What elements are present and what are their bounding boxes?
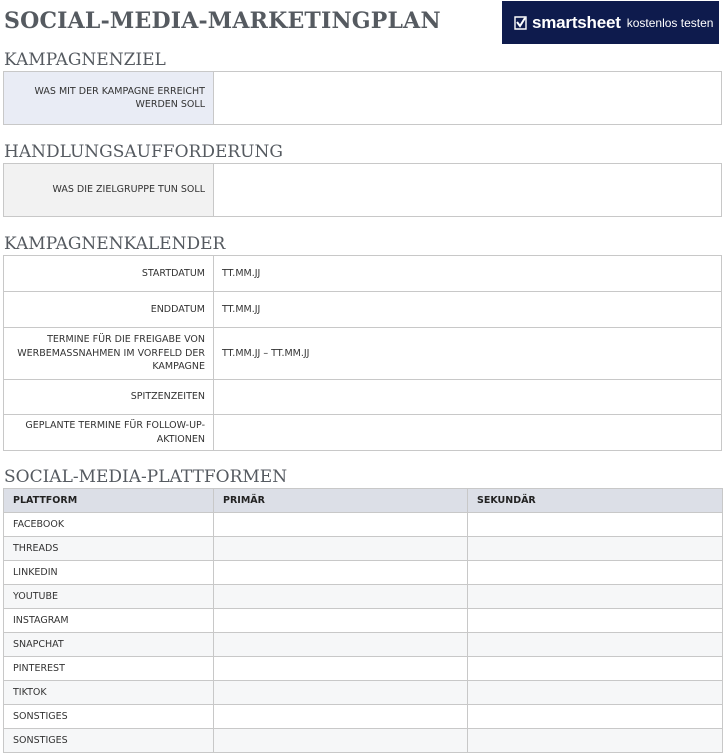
call-to-action-label: WAS DIE ZIELGRUPPE TUN SOLL [4, 164, 214, 217]
column-header-platform: PLATTFORM [4, 489, 214, 513]
calendar-row [4, 328, 722, 380]
primary-cell[interactable] [214, 681, 468, 705]
platforms-table [3, 488, 723, 753]
table-row [4, 681, 723, 705]
primary-cell[interactable] [214, 729, 468, 753]
platform-name: FACEBOOK [4, 513, 214, 537]
brand-name: smartsheet [532, 12, 621, 32]
platform-name: SONSTIGES [4, 705, 214, 729]
secondary-cell[interactable] [468, 633, 723, 657]
platform-name: YOUTUBE [4, 585, 214, 609]
primary-cell[interactable] [214, 513, 468, 537]
calendar-label: GEPLANTE TERMINE FÜR FOLLOW-UP-AKTIONEN [4, 415, 214, 451]
calendar-table [3, 255, 722, 451]
calendar-label: STARTDATUM [4, 256, 214, 292]
primary-cell[interactable] [214, 657, 468, 681]
secondary-cell[interactable] [468, 705, 723, 729]
platform-name: TIKTOK [4, 681, 214, 705]
platform-name: SONSTIGES [4, 729, 214, 753]
primary-cell[interactable] [214, 561, 468, 585]
secondary-cell[interactable] [468, 513, 723, 537]
call-to-action-table [3, 163, 722, 217]
start-date-field[interactable]: TT.MM.JJ [214, 256, 722, 292]
calendar-row [4, 415, 722, 451]
follow-up-dates-field[interactable] [214, 415, 722, 451]
table-row [4, 609, 723, 633]
platform-name: PINTEREST [4, 657, 214, 681]
calendar-row [4, 380, 722, 415]
end-date-field[interactable]: TT.MM.JJ [214, 292, 722, 328]
call-to-action-heading: HANDLUNGSAUFFORDERUNG [4, 142, 283, 162]
secondary-cell[interactable] [468, 729, 723, 753]
campaign-goal-heading: KAMPAGNENZIEL [4, 50, 166, 70]
platform-name: INSTAGRAM [4, 609, 214, 633]
secondary-cell[interactable] [468, 681, 723, 705]
secondary-cell[interactable] [468, 585, 723, 609]
column-header-primary: PRIMÄR [214, 489, 468, 513]
call-to-action-field[interactable] [214, 164, 722, 217]
table-row [4, 585, 723, 609]
table-row [4, 705, 723, 729]
calendar-row [4, 256, 722, 292]
trial-cta-text: kostenlos testen [626, 15, 714, 30]
secondary-cell[interactable] [468, 561, 723, 585]
primary-cell[interactable] [214, 585, 468, 609]
calendar-heading: KAMPAGNENKALENDER [4, 234, 226, 254]
smartsheet-logo-icon [514, 16, 527, 30]
platform-name: SNAPCHAT [4, 633, 214, 657]
table-header-row [4, 489, 723, 513]
campaign-goal-label: WAS MIT DER KAMPAGNE ERREICHT WERDEN SOLL [4, 72, 214, 125]
primary-cell[interactable] [214, 705, 468, 729]
calendar-label: TERMINE FÜR DIE FREIGABE VON WERBEMASSNAHMEN IM VORFELD DER KAMPAGNE [4, 328, 214, 380]
platform-name: LINKEDIN [4, 561, 214, 585]
peak-times-field[interactable] [214, 380, 722, 415]
page-title: SOCIAL-MEDIA-MARKETINGPLAN [4, 8, 441, 34]
column-header-secondary: SEKUNDÄR [468, 489, 723, 513]
campaign-goal-table [3, 71, 722, 125]
campaign-goal-field[interactable] [214, 72, 722, 125]
table-row [4, 657, 723, 681]
table-row [4, 729, 723, 753]
platforms-heading: SOCIAL-MEDIA-PLATTFORMEN [4, 467, 288, 487]
primary-cell[interactable] [214, 609, 468, 633]
calendar-row [4, 292, 722, 328]
secondary-cell[interactable] [468, 537, 723, 561]
secondary-cell[interactable] [468, 609, 723, 633]
calendar-label: SPITZENZEITEN [4, 380, 214, 415]
primary-cell[interactable] [214, 537, 468, 561]
table-row [4, 561, 723, 585]
approval-dates-field[interactable]: TT.MM.JJ – TT.MM.JJ [214, 328, 722, 380]
secondary-cell[interactable] [468, 657, 723, 681]
calendar-label: ENDDATUM [4, 292, 214, 328]
table-row [4, 537, 723, 561]
table-row [4, 513, 723, 537]
table-row [4, 633, 723, 657]
smartsheet-trial-banner[interactable] [502, 1, 719, 44]
platform-name: THREADS [4, 537, 214, 561]
primary-cell[interactable] [214, 633, 468, 657]
